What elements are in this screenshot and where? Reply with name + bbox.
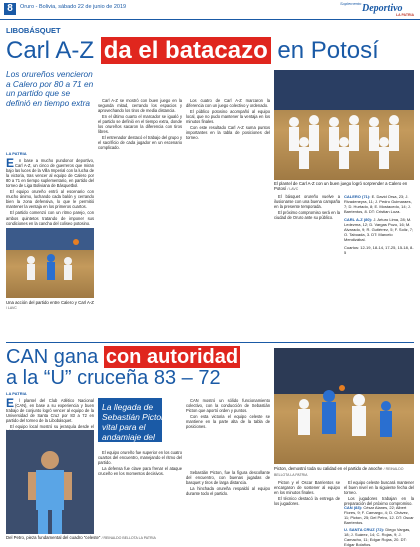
paragraph: El público potosino acompañó al equipo local, que no pudo mantener la ventaja en los minutos finales.	[186, 109, 270, 125]
dropcap: E	[6, 396, 15, 410]
article1-col2	[98, 98, 182, 151]
quarters-scores: Cuartos: 12-19, 18-14, 17-25, 15-18, 8-5	[344, 245, 414, 255]
photo-credit: / LAVC	[287, 187, 299, 192]
photo2-caption	[274, 181, 414, 192]
paragraph: CAN mostró un sólido funcionamiento colectivo, con la conducción de Sebastián Picton que aportó orden y puntos.	[186, 398, 270, 414]
paragraph: Los cuatro de Carl A-Z marcaron la diferencia con un juego colectivo y ordenado.	[186, 98, 270, 109]
header-rule	[0, 19, 420, 20]
supplement-logo	[340, 1, 414, 17]
paragraph: El entrenador destacó el trabajo del grupo y el sacrificio de cada jugador en un escenario complicado.	[98, 135, 182, 151]
caption-text: Una acción del partido entre Calero y Carl A-Z	[6, 300, 94, 305]
paragraph: El equipo orureño entró al escenario con mucho ánimo, luchando cada balón y cerrando bien la zona defensiva, lo que le permitió mantener la ventaja en los primeros cuartos.	[6, 189, 94, 210]
brand-name: Deportivo	[362, 3, 403, 14]
photo-credit: / REINALDO BELLOTA LA PATRIA	[274, 467, 404, 478]
article1-col4	[274, 194, 340, 221]
team-label: CARL A-Z (80):	[344, 217, 373, 222]
headline-2	[6, 347, 240, 389]
lead-text: Los orureños vencieron a Calero por 80 a 71 en un partido que se definió en tiempo extra	[6, 69, 94, 108]
paragraph: El equipo orureño fue superior en los cuatro cuartos del encuentro, manejando el ritmo del partido.	[98, 450, 182, 466]
paragraph: Con este resultado Carl A-Z suma puntos importantes en la tabla de posiciones del torneo.	[186, 125, 270, 141]
caption-text: Picton, demostró toda su calidad en el partido de anoche	[274, 466, 383, 471]
photo1-caption	[6, 300, 94, 311]
byline-2: LA PATRIA	[6, 391, 27, 396]
photo4-caption	[6, 535, 206, 541]
article1-col3	[186, 98, 270, 141]
paragraph: La defensa fue clave para frenar el ataque cruceño en los momentos decisivos.	[98, 466, 182, 477]
team-players: Diego Vargas, 18; J. Suárez, 14; C. Rojas, 9; J. Camacho, 11; Edgar Rojas, 20. DT: Edgar Bolaños.	[344, 527, 411, 547]
photo3-caption	[274, 466, 414, 478]
article1-col1	[6, 158, 94, 227]
photo-picton	[274, 348, 414, 464]
headline-1	[6, 36, 379, 66]
photo-del-petro	[6, 430, 94, 534]
article2-col6	[344, 480, 414, 507]
team-players: J. Arturo Lima, 28; M. Ledezma, 12; D. Vargas Pozo, 16; M. Alvarado, 9; R. Gutiérrez, 5; F. Soliz, 7; O. Taboada, 3. DT: Marcelo Mendizábal.	[344, 217, 414, 242]
paragraph: En el último cuarto el marcador se igualó y el partido se definió en el tiempo extra, donde los orureños sacaron la diferencia con tiros libres.	[98, 114, 182, 135]
caption-text: El plantel de Carl A-Z con un buen juego logró sorprender a Calero en Potosí	[274, 181, 408, 192]
dropcap: E	[6, 156, 15, 170]
page-number: 8	[4, 3, 16, 15]
caption-text: Del Petro, pieza fundamental del cuadro “celeste”	[6, 535, 101, 540]
article2-col5	[274, 480, 340, 507]
headline-1-pre: Carl A-Z	[6, 37, 95, 64]
boxscore-article2	[344, 505, 414, 547]
paragraph: El técnico destacó la entrega de los jugadores.	[274, 496, 340, 507]
pull-quote: La llegada de Sebastián Picton fue vital para el andamiaje del equipo	[102, 402, 180, 452]
headline-2-pre: CAN gana	[6, 346, 99, 368]
paragraph: El equipo local mostró su jerarquía desde el	[10, 424, 94, 430]
section-divider	[6, 342, 414, 343]
photo-credit: / LAVC	[6, 306, 17, 311]
paragraph: Sebastián Picton, fue la figura descollante del encuentro, con buenas jugadas de basquet y tiros de larga distancia.	[186, 470, 270, 486]
headline-1-highlight: da el batacazo	[101, 37, 271, 64]
team-label: CAN (83):	[344, 505, 363, 510]
team-players: César Alanes, 22; Albert Flores, 9; F. Camargo, 4; D. Chávez, 11; Picton, 25; Del Petro, 12. DT: Oscar Barrientos.	[344, 505, 414, 525]
article2-col2	[98, 450, 182, 477]
byline-1: LA PATRIA	[6, 151, 27, 156]
paragraph: l plantel del Club Atlético Nacional (CAN), en base a su experiencia y buen trabajo de conjunto logró vencer al equipo de la Universidad de Santa Cruz por 83 a 72 en partido del torneo de la Libobásquet.	[6, 398, 94, 424]
paragraph: El próximo compromiso será en la ciudad de Oruro ante su público.	[274, 210, 340, 221]
section-label: LIBOBÁSQUET	[6, 26, 61, 35]
paragraph: n base a mucho pundonor deportivo, Carl A-Z, un cinco de guerreros que miran bajo las luces de la Villa Imperial con la lucha de la victoria, tras vencer al equipo de Calero por 80 a 71 en tiempo suplementario, en partido del torneo de Liga Boliviana de Básquetbol.	[6, 158, 94, 189]
headline-2-line2: a la “U” cruceña 83 – 72	[6, 367, 221, 389]
paragraph: El equipo celeste buscará mantener el buen nivel en la siguiente fecha del torneo.	[344, 480, 414, 496]
brand-paper: LA PATRIA	[395, 13, 414, 17]
photo-team	[274, 70, 414, 180]
paragraph: Carl A-Z se mostró con buen juego en la segunda mitad, cerrando los espacios y aprovechando los tiros de media distancia.	[98, 98, 182, 114]
paragraph: Picton y el Oscar Barrientos se encargaron de sostener al equipo en los minutos finales.	[274, 480, 340, 496]
paragraph: La hinchada orureña respaldó al equipo durante todo el partido.	[186, 486, 270, 497]
team-label: U. SANTA CRUZ (72):	[344, 527, 385, 532]
location-date: Oruro - Bolivia, sábado 22 de junio de 2019	[20, 4, 127, 10]
article2-col3	[186, 398, 270, 430]
headline-2-highlight: con autoridad	[105, 346, 239, 368]
paragraph: El partido comenzó con un ritmo parejo, con ambos quintetos tratando de imponer sus condiciones en la cancha del coliseo potosino.	[6, 210, 94, 226]
paragraph: El básquet orureño vuelve a ilusionarse con una buena campaña en la presente temporada.	[274, 194, 340, 210]
boxscore-article1	[344, 194, 414, 255]
photo-credit: / REINALDO BELLOTA LA PATRIA	[101, 536, 156, 540]
paragraph: Con esta victoria el equipo celeste se mantiene en la parte alta de la tabla de posiciones.	[186, 414, 270, 430]
headline-1-post: en Potosí	[277, 37, 379, 64]
paragraph: Los jugadores trabajan en la preparación del próximo compromiso.	[344, 496, 414, 507]
team-players: E. David Orsa, 23; J. Rivadeneyra, 11; J. Pedro Guimaraes, 7; D. Hurtado, 8; E. Mostacedo, 14; J. Barrientos, 8. DT: Cristian Loza.	[344, 194, 412, 214]
article2-col4	[186, 470, 270, 497]
team-label: CALERO (71):	[344, 194, 371, 199]
brand-supplement: Suplemento	[340, 1, 362, 6]
photo-game-action	[6, 228, 94, 298]
